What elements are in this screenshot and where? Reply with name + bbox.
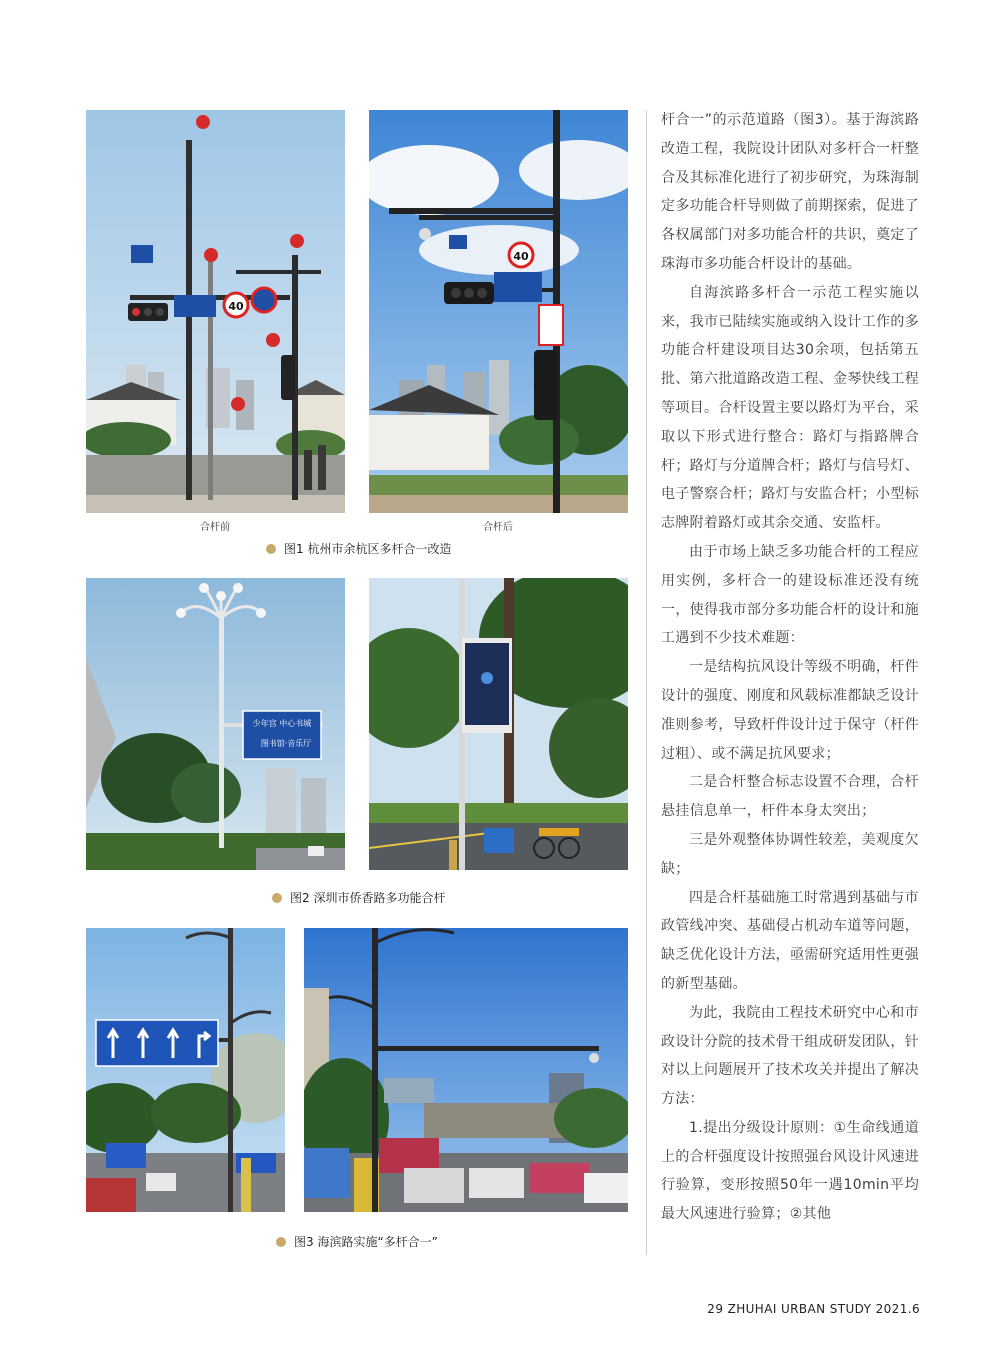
figure2-caption [272, 889, 445, 906]
body-text-column [661, 106, 919, 1229]
body-paragraph: 一是结构抗风设计等级不明确，杆件设计的强度、刚度和风载标准都缺乏设计准则参考，导致杆件设计过于保守（杆件过粗）、或不满足抗风要求； [661, 659, 919, 762]
svg-text:40: 40 [513, 250, 529, 263]
figure2-sign-line2: 图书馆·音乐厅 [260, 739, 312, 748]
figure3-photo-right [304, 928, 628, 1212]
body-paragraph: 自海滨路多杆合一示范工程实施以来，我市已陆续实施或纳入设计工作的多功能合杆建设项目达30余项，包括第五批、第六批道路改造工程、金琴快线工程等项目。合杆设置主要以路灯为平台，采取以下形式进行整合：路灯与指路牌合杆；路灯与分道牌合杆；路灯与信号灯、电子警察合杆；路灯与安监合杆；小型标志牌附着路灯或其余交通、安监杆。 [661, 284, 919, 532]
figure2-photo-left [86, 578, 345, 870]
figure2-caption-text: 图2 深圳市侨香路多功能合杆 [290, 891, 446, 905]
body-paragraph: 由于市场上缺乏多功能合杆的工程应用实例，多杆合一的建设标准还没有统一，使得我市部分多功能合杆的设计和施工遇到不少技术难题： [661, 543, 919, 647]
figure1-label-before: 合杆前 [200, 522, 230, 533]
page-footer: 29 ZHUHAI URBAN STUDY 2021.6 [707, 1302, 920, 1316]
figure1-label-after: 合杆后 [483, 522, 513, 533]
body-paragraph: 杆合一”的示范道路（图3）。基于海滨路改造工程，我院设计团队对多杆合一杆整合及其标准化进行了初步研究，为珠海制定多功能合杆导则做了前期探索，促进了各权属部门对多功能合杆的共识，奠定了珠海市多功能合杆设计的基础。 [661, 112, 919, 272]
body-paragraph: 为此，我院由工程技术研究中心和市政设计分院的技术骨干组成研发团队，针对以上问题展开了技术攻关并提出了解决方法： [661, 1004, 919, 1108]
figure3-caption-text: 图3 海滨路实施“多杆合一” [294, 1235, 438, 1249]
body-paragraph: 四是合杆基础施工时常遇到基础与市政管线冲突、基础侵占机动车道等问题，缺乏优化设计方法，亟需研究适用性更强的新型基础。 [661, 889, 919, 992]
svg-text:40: 40 [228, 300, 244, 313]
figure1-photo-before [86, 110, 345, 513]
figure3-photo-left [86, 928, 285, 1212]
figure1-caption [266, 540, 451, 557]
figure1-photo-after [369, 110, 628, 513]
column-divider [646, 110, 647, 1255]
bullet-dot-icon [266, 544, 276, 554]
bullet-dot-icon [272, 893, 282, 903]
body-paragraph: 1.提出分级设计原则：①生命线通道上的合杆强度设计按照强台风设计风速进行验算，变形按照50年一遇10min平均最大风速进行验算；②其他 [661, 1119, 919, 1223]
figure2-sign-line1: 少年宫 中心书城 [252, 719, 312, 728]
body-paragraph: 二是合杆整合标志设置不合理，合杆悬挂信息单一，杆件本身太突出； [661, 774, 919, 820]
figure3-caption [276, 1233, 438, 1250]
figure2-photo-right [369, 578, 628, 870]
figure1-caption-text: 图1 杭州市余杭区多杆合一改造 [284, 542, 452, 556]
body-paragraph: 三是外观整体协调性较差，美观度欠缺； [661, 831, 919, 877]
bullet-dot-icon [276, 1237, 286, 1247]
